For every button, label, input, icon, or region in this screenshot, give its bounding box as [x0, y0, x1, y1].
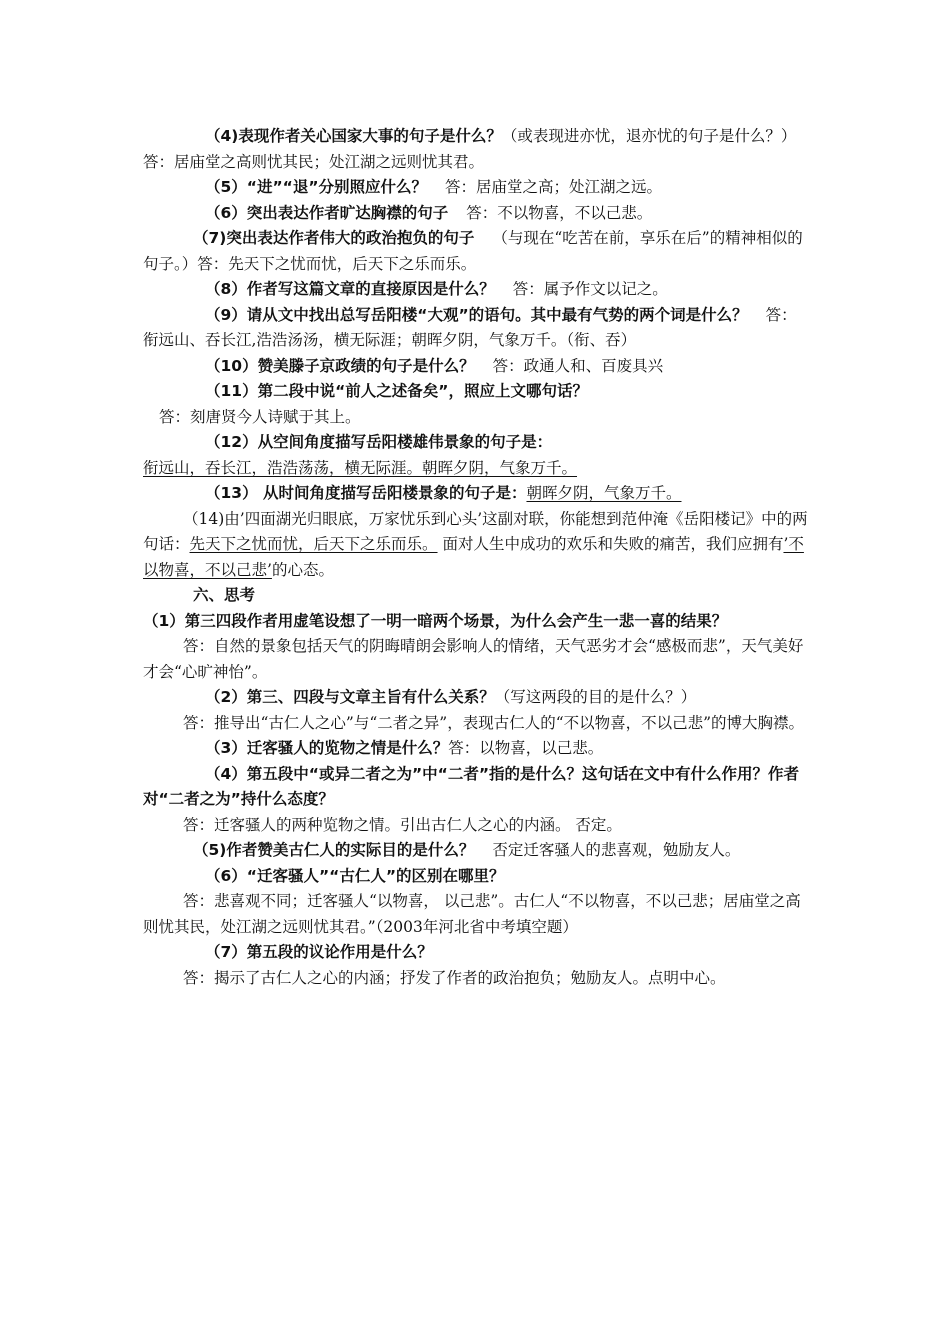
- question-7: （7)突出表达作者伟大的政治抱负的句子 （与现在“吃苦在前，享乐在后”的精神相似的句子。）答：先天下之忧而忧，后天下之乐而乐。: [143, 229, 803, 273]
- answer-12: 衔远山，吞长江，浩浩荡荡，横无际涯。朝晖夕阴，气象万千。: [143, 458, 578, 477]
- question-5: （5）“进”“退”分别照应什么？ 答：居庙堂之高；处江湖之远。: [205, 178, 663, 196]
- think-2: （2）第三、四段与文章主旨有什么关系？（写这两段的目的是什么？）: [205, 688, 697, 706]
- think-7: （7）第五段的议论作用是什么？: [205, 943, 433, 961]
- answer-11: 答：刻唐贤今人诗赋于其上。: [159, 407, 361, 426]
- think-5: （5)作者赞美古仁人的实际目的是什么？ 否定迁客骚人的悲喜观，勉励友人。: [193, 841, 741, 859]
- think-4: （4）第五段中“或异二者之为”中“二者”指的是什么？这句话在文中有什么作用？作者对“二者之为”持什么态度？: [143, 764, 800, 808]
- think-3: （3）迁客骚人的览物之情是什么？答：以物喜，以己悲。: [205, 739, 604, 757]
- question-14: （14)由’四面湖光归眼底，万家忧乐到心头’这副对联，你能想到范仲淹《岳阳楼记》中的两句话：先天下之忧而忧，后天下之乐而乐。 面对人生中成功的欢乐和失败的痛苦，我们应拥有’不以物喜，不以己悲’的心态。: [143, 509, 808, 579]
- think-1: （1）第三四段作者用虚笔设想了一明一暗两个场景，为什么会产生一悲一喜的结果？: [143, 611, 728, 630]
- section-title: 六、思考: [193, 586, 256, 604]
- question-13: （13） 从时间角度描写岳阳楼景象的句子是：朝晖夕阴，气象万千。: [205, 484, 682, 502]
- document-body: [143, 124, 811, 991]
- question-12: （12）从空间角度描写岳阳楼雄伟景象的句子是：: [205, 433, 553, 451]
- think-7-answer: 答：揭示了古仁人之心的内涵；抒发了作者的政治抱负；勉励友人。点明中心。: [183, 968, 726, 987]
- question-8: （8）作者写这篇文章的直接原因是什么？ 答：属予作文以记之。: [205, 280, 668, 298]
- think-6: （6）“迁客骚人”“古仁人”的区别在哪里？: [205, 866, 505, 885]
- question-4: （4)表现作者关心国家大事的句子是什么？（或表现进亦忧，退亦忧的句子是什么？） 答：居庙堂之高则忧其民；处江湖之远则忧其君。: [143, 127, 797, 171]
- think-6-answer: 答：悲喜观不同；迁客骚人“以物喜， 以己悲”。古仁人“不以物喜，不以己悲；居庙堂之高则忧其民，处江湖之远则忧其君。”（2003年河北省中考填空题）: [143, 892, 801, 936]
- think-1-answer: 答：自然的景象包括天气的阴晦晴朗会影响人的情绪，天气恶劣才会“感极而悲”，天气美好才会“心旷神怡”。: [143, 637, 804, 681]
- question-11: （11）第二段中说“前人之述备矣”，照应上文哪句话？: [205, 382, 588, 400]
- question-10: （10）赞美滕子京政绩的句子是什么？ 答：政通人和、百废具兴: [205, 356, 664, 375]
- think-2-answer: 答：推导出“古仁人之心”与“二者之异”，表现古仁人的“不以物喜，不以己悲”的博大胸襟。: [183, 713, 805, 732]
- think-4-answer: 答：迁客骚人的两种览物之情。引出古仁人之心的内涵。 否定。: [183, 815, 622, 834]
- question-6: （6）突出表达作者旷达胸襟的句子 答：不以物喜，不以己悲。: [205, 203, 653, 222]
- question-9: （9）请从文中找出总写岳阳楼“大观”的语句。其中最有气势的两个词是什么？ 答：衔远山、吞长江,浩浩汤汤，横无际涯；朝晖夕阴，气象万千。（衔、吞）: [143, 305, 797, 349]
